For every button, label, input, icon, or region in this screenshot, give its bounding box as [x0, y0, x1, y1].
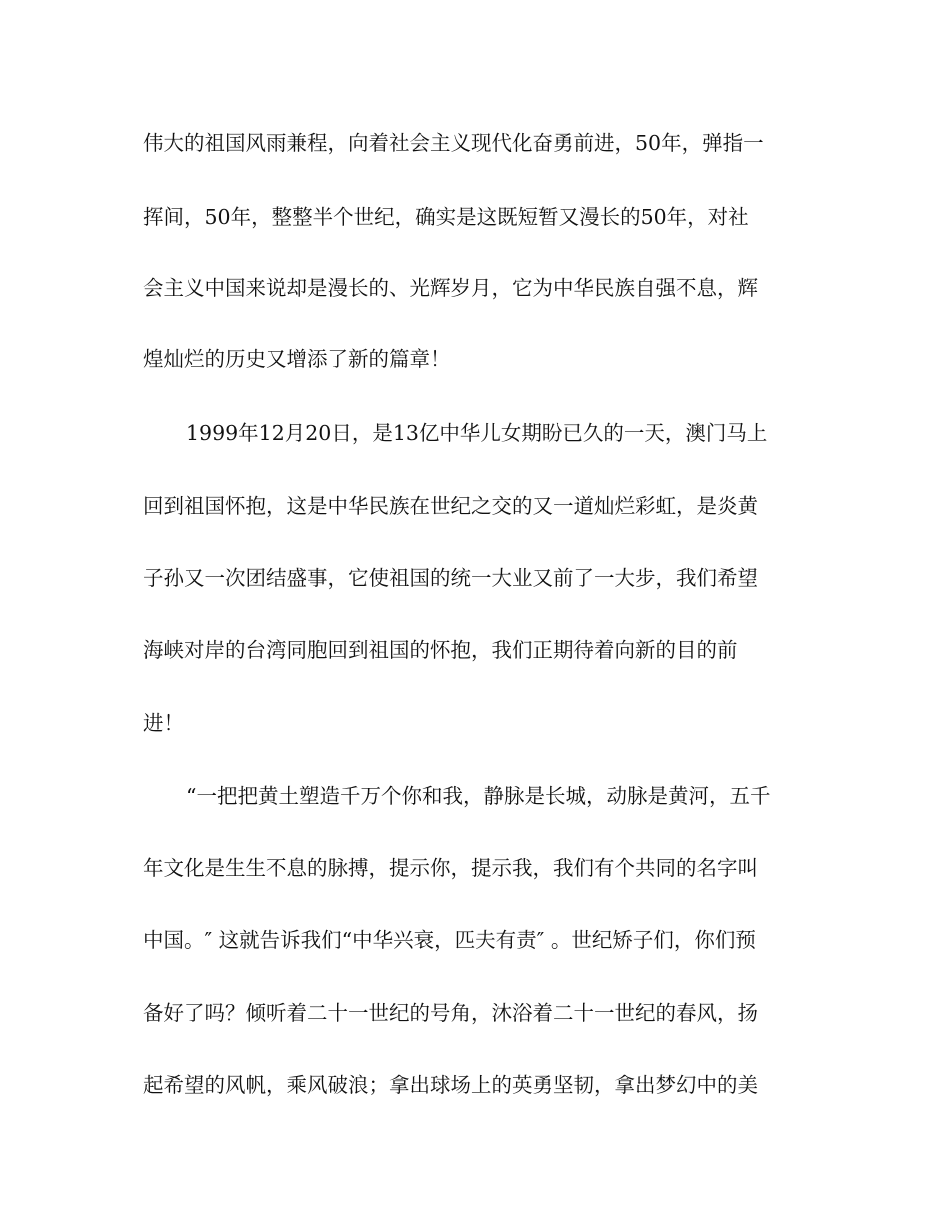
text-line: 中国。″ 这就告诉我们“中华兴衰，匹夫有责″ 。世纪矫子们，你们预	[143, 928, 756, 952]
text-line: 子孙又一次团结盛事，它使祖国的统一大业又前了一大步，我们希望	[143, 566, 758, 590]
text-line: 回到祖国怀抱，这是中华民族在世纪之交的又一道灿烂彩虹，是炎黄	[143, 494, 758, 518]
text-line: 挥间，50年，整整半个世纪，确实是这既短暂又漫长的50年，对社	[143, 205, 749, 229]
text-line: 煌灿烂的历史又增添了新的篇章！	[143, 347, 451, 371]
text-line: 备好了吗？倾听着二十一世纪的号角，沐浴着二十一世纪的春风，扬	[143, 1001, 758, 1025]
text-line: 起希望的风帆，乘风破浪；拿出球场上的英勇坚韧，拿出梦幻中的美	[143, 1073, 758, 1097]
paragraph-first-line: “一把把黄土塑造千万个你和我，静脉是长城，动脉是黄河，五千	[186, 784, 771, 808]
text-line: 年文化是生生不息的脉搏，提示你，提示我，我们有个共同的名字叫	[143, 856, 758, 880]
paragraph-first-line: 1999年12月20日，是13亿中华儿女期盼已久的一天，澳门马上	[186, 421, 768, 445]
text-line: 进！	[143, 711, 184, 735]
text-line: 伟大的祖国风雨兼程，向着社会主义现代化奋勇前进，50年，弹指一	[143, 131, 764, 155]
text-line: 海峡对岸的台湾同胞回到祖国的怀抱，我们正期待着向新的目的前	[143, 638, 738, 662]
text-line: 会主义中国来说却是漫长的、光辉岁月，它为中华民族自强不息，辉	[143, 276, 758, 300]
